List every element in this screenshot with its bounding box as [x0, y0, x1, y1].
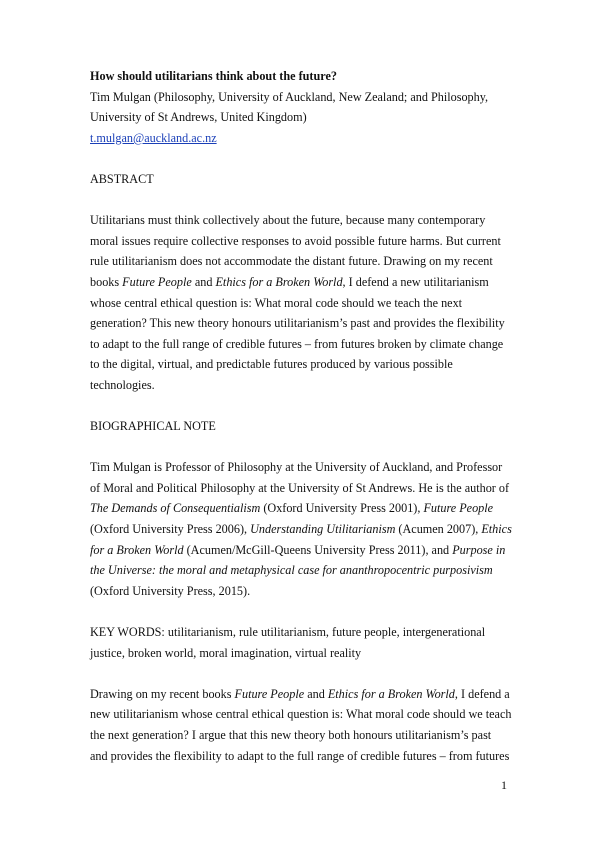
author-affiliation-line-2: University of St Andrews, United Kingdom)	[90, 110, 307, 125]
abstract-line: rule utilitarianism does not accommodate the distant future. Drawing on my recent	[90, 254, 493, 269]
abstract-line: to the digital, virtual, and predictable futures produced by various possible	[90, 357, 453, 372]
keywords	[90, 622, 510, 663]
body-text	[90, 684, 510, 766]
abstract-line: Utilitarians must think collectively about the future, because many contemporary	[90, 213, 486, 228]
abstract-line: moral issues require collective responses to avoid possible future harms. But current	[90, 233, 501, 248]
abstract-heading: ABSTRACT	[90, 171, 154, 186]
abstract-line: books Future People and Ethics for a Broken World, I defend a new utilitarianism	[90, 274, 489, 289]
paper-page	[90, 66, 510, 766]
abstract-text	[90, 210, 510, 395]
body-line: the next generation? I argue that this new theory both honours utilitarianism’s past	[90, 728, 492, 742]
paper-title: How should utilitarians think about the future?	[90, 69, 337, 83]
bio-text	[90, 457, 510, 601]
bio-line: (Oxford University Press, 2015).	[90, 583, 251, 598]
body-line: and provides the flexibility to adapt to the full range of credible futures – from futures	[90, 748, 510, 763]
bio-line: (Oxford University Press 2006), Understanding Utilitarianism (Acumen 2007), Ethics	[90, 522, 512, 537]
bio-line: for a Broken World (Acumen/McGill-Queens University Press 2011), and Purpose in	[90, 542, 506, 557]
bio-line: of Moral and Political Philosophy at the University of St Andrews. He is the author of	[90, 480, 510, 495]
bio-line: the Universe: the moral and metaphysical case for ananthropocentric purposivism	[90, 563, 493, 578]
abstract-line: technologies.	[90, 377, 155, 392]
body-line: new utilitarianism whose central ethical question is: What moral code should we teach	[90, 707, 512, 722]
keywords-line: justice, broken world, moral imagination, virtual reality	[90, 645, 362, 660]
bio-line: The Demands of Consequentialism (Oxford University Press 2001), Future People	[90, 501, 494, 516]
keywords-line: KEY WORDS: utilitarianism, rule utilitarianism, future people, intergenerational	[90, 625, 486, 640]
abstract-line: generation? This new theory honours utilitarianism’s past and provides the flexibility	[90, 316, 505, 331]
author-affiliation-line-1: Tim Mulgan (Philosophy, University of Auckland, New Zealand; and Philosophy,	[90, 89, 489, 104]
author-email-link[interactable]: t.mulgan@auckland.ac.nz	[90, 130, 217, 145]
page-number: 1	[501, 778, 507, 792]
bio-heading: BIOGRAPHICAL NOTE	[90, 419, 216, 434]
body-line: Drawing on my recent books Future People and Ethics for a Broken World, I defend a	[90, 686, 510, 701]
bio-line: Tim Mulgan is Professor of Philosophy at the University of Auckland, and Professor	[90, 460, 503, 475]
abstract-line: to adapt to the full range of credible futures – from futures broken by climate change	[90, 336, 504, 351]
abstract-line: whose central ethical question is: What moral code should we teach the next	[90, 295, 463, 310]
